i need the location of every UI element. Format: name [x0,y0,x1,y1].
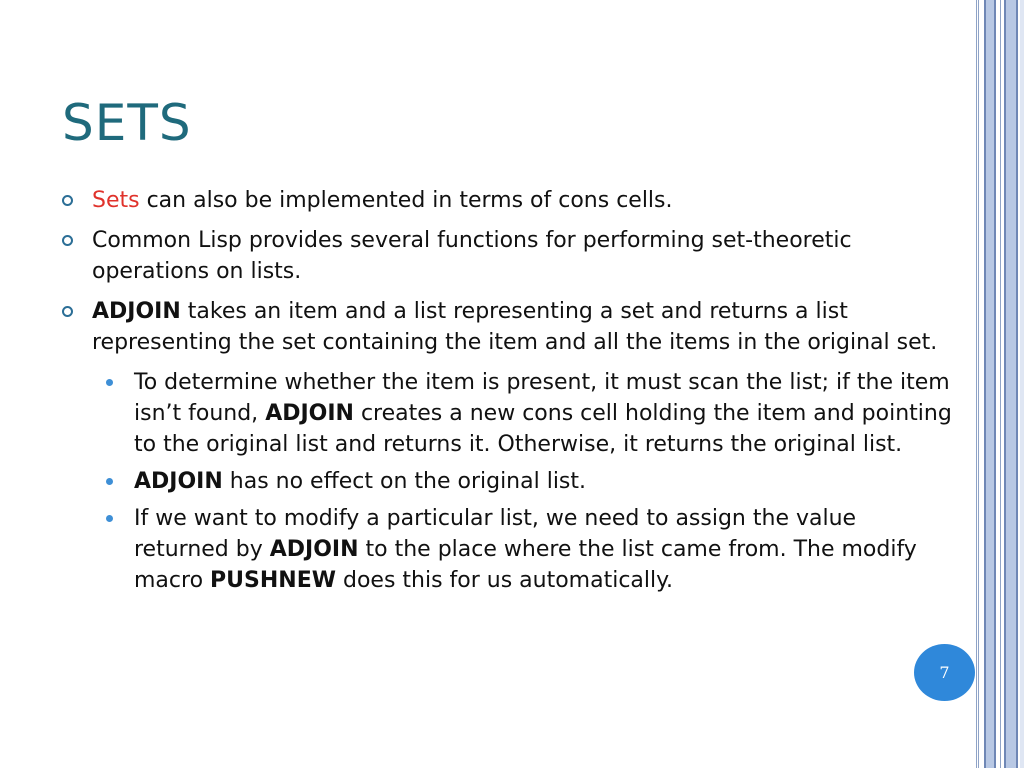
code-term: ADJOIN [134,469,223,494]
bullet-item [62,296,952,358]
sub-bullet-text: creates a new cons cell holding the item and pointing to the original list and returns it. Otherwise, it returns the original list. [134,401,952,457]
code-term: PUSHNEW [210,568,336,593]
ring-bullet-icon [62,306,73,317]
bullet-text: Common Lisp provides several functions for performing set-theoretic operations on lists. [92,228,852,284]
sub-bullet-item [62,503,952,596]
sub-bullet-item [62,367,952,460]
sub-bullet-text: does this for us automatically. [335,568,674,593]
code-term: ADJOIN [265,401,354,426]
code-term: ADJOIN [269,537,359,562]
highlight-text: Sets [92,188,140,213]
dot-bullet-icon [106,478,113,485]
bullet-item [62,185,952,216]
sub-bullet-text: To determine whether the item is present, it must scan the list; if the item isn’t found, [134,370,950,426]
bullet-item [62,225,952,287]
sub-bullet-text: If we want to modify a particular list, we need to assign the value returned by [134,506,857,562]
sub-bullet-item [62,466,952,497]
bullet-text: takes an item and a list representing a set and returns a list representing the set containing the item and all the items in the original set. [92,299,938,355]
ring-bullet-icon [62,235,73,246]
bullet-text: can also be implemented in terms of cons cells. [139,188,673,213]
ring-bullet-icon [62,195,73,206]
decorative-side-stripes [976,0,1024,768]
dot-bullet-icon [106,515,113,522]
dot-bullet-icon [106,379,113,386]
page-number-badge: 7 [914,644,975,701]
sub-bullet-text: to the place where the list came from. The modify macro [134,537,917,593]
slide-title: SETS [62,94,192,152]
sub-bullet-text: has no effect on the original list. [222,469,587,494]
code-term: ADJOIN [92,299,181,324]
slide-body [62,185,952,602]
